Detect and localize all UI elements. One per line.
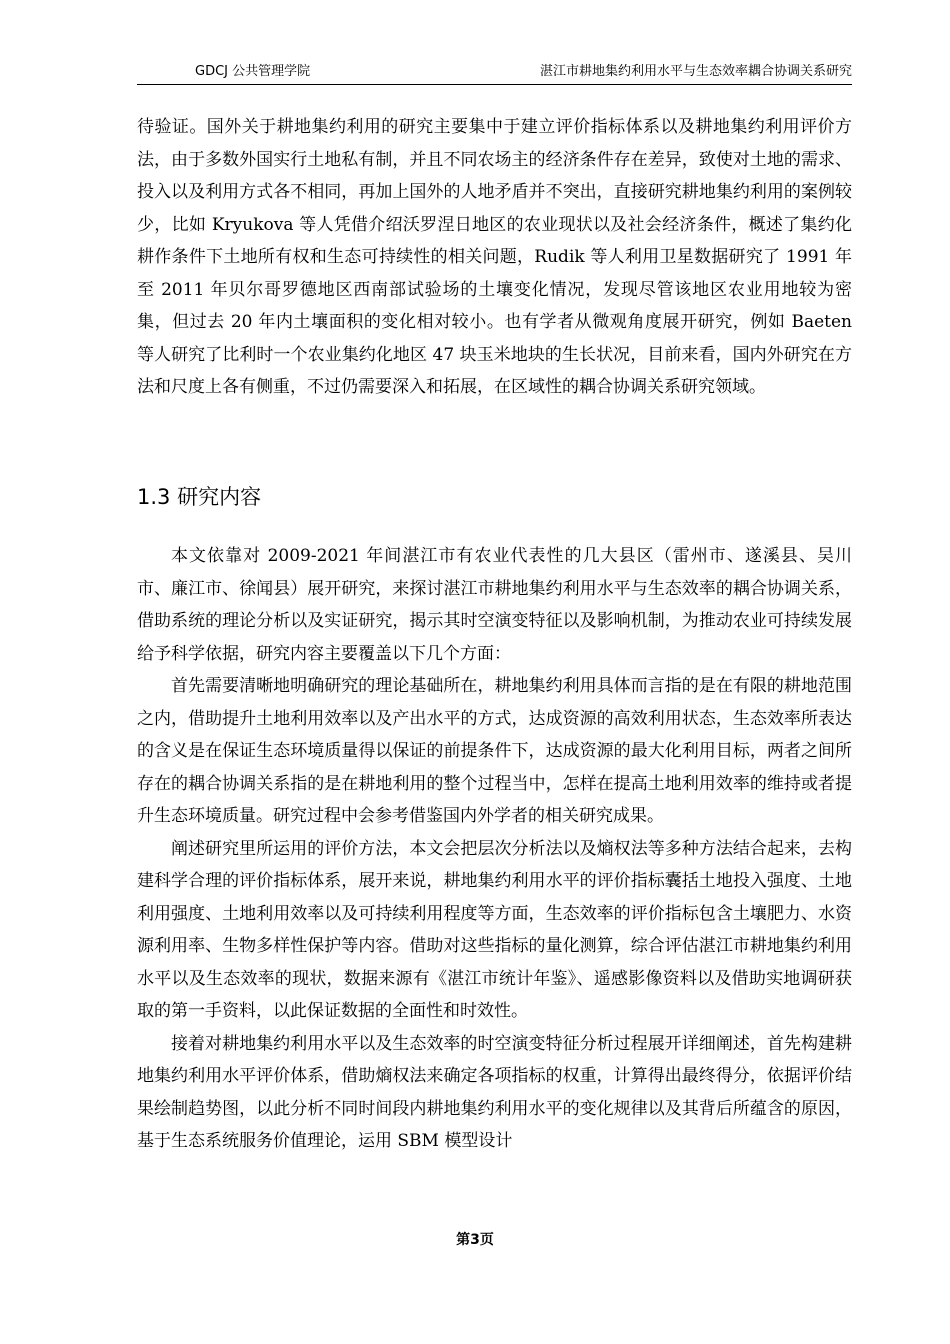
section-body [137,540,852,1158]
header-institution: GDCJ 公共管理学院 [195,64,311,79]
paragraph-analysis: 接着对耕地集约利用水平以及生态效率的时空演变特征分析过程展开详细阐述，首先构建耕地集约利用水平评价体系，借助熵权法来确定各项指标的权重，计算得出最终得分，依据评价结果绘制趋势图，以此分析不同时间段内耕地集约利用水平的变化规律以及其背后所蕴含的原因，基于生态系统服务价值理论，运用 SBM 模型设计 [137,1033,852,1151]
page-header [137,60,852,85]
header-thesis-title: 湛江市耕地集约利用水平与生态效率耦合协调关系研究 [539,64,852,79]
section-heading: 1.3 研究内容 [137,485,262,509]
page-number: 第3页 [456,1232,494,1248]
paragraph-continued: 待验证。国外关于耕地集约利用的研究主要集中于建立评价指标体系以及耕地集约利用评价方法，由于多数外国实行土地私有制，并且不同农场主的经济条件存在差异，致使对土地的需求、投入以及利用方式各不相同，再加上国外的人地矛盾并不突出，直接研究耕地集约利用的案例较少，比如 Kryukova 等人凭借介绍沃罗涅日地区的农业现状以及社会经济条件，概述了集约化耕作条件下土地所有权和生态可持续性的相关问题，Rudik 等人利用卫星数据研究了 1991 年至 2011 年贝尔哥罗德地区西南部试验场的土壤变化情况，发现尽管该地区农业用地较为密集，但过去 20 年内土壤面积的变化相对较小。也有学者从微观角度展开研究，例如 Baeten 等人研究了比利时一个农业集约化地区 47 块玉米地块的生长状况，目前来看，国内外研究在方法和尺度上各有侧重，不过仍需要深入和拓展，在区域性的耦合协调关系研究领域。 [137,117,852,397]
paragraph-theory: 首先需要清晰地明确研究的理论基础所在，耕地集约利用具体而言指的是在有限的耕地范围之内，借助提升土地利用效率以及产出水平的方式，达成资源的高效利用状态，生态效率所表达的含义是在保证生态环境质量得以保证的前提条件下，达成资源的最大化利用目标，两者之间所存在的耦合协调关系指的是在耕地利用的整个过程当中，怎样在提高土地利用效率的维持或者提升生态环境质量。研究过程中会参考借鉴国内外学者的相关研究成果。 [137,676,852,826]
paragraph-intro: 本文依靠对 2009-2021 年间湛江市有农业代表性的几大县区（雷州市、遂溪县、吴川市、廉江市、徐闻县）展开研究，来探讨湛江市耕地集约利用水平与生态效率的耦合协调关系，借助系统的理论分析以及实证研究，揭示其时空演变特征以及影响机制，为推动农业可持续发展给予科学依据，研究内容主要覆盖以下几个方面： [137,546,852,664]
paragraph-methods: 阐述研究里所运用的评价方法，本文会把层次分析法以及熵权法等多种方法结合起来，去构建科学合理的评价指标体系，展开来说，耕地集约利用水平的评价指标囊括土地投入强度、土地利用强度、土地利用效率以及可持续利用程度等方面，生态效率的评价指标包含土壤肥力、水资源利用率、生物多样性保护等内容。借助对这些指标的量化测算，综合评估湛江市耕地集约利用水平以及生态效率的现状，数据来源有《湛江市统计年鉴》、遥感影像资料以及借助实地调研获取的第一手资料，以此保证数据的全面性和时效性。 [137,838,852,1021]
continued-paragraph-block [137,111,852,404]
